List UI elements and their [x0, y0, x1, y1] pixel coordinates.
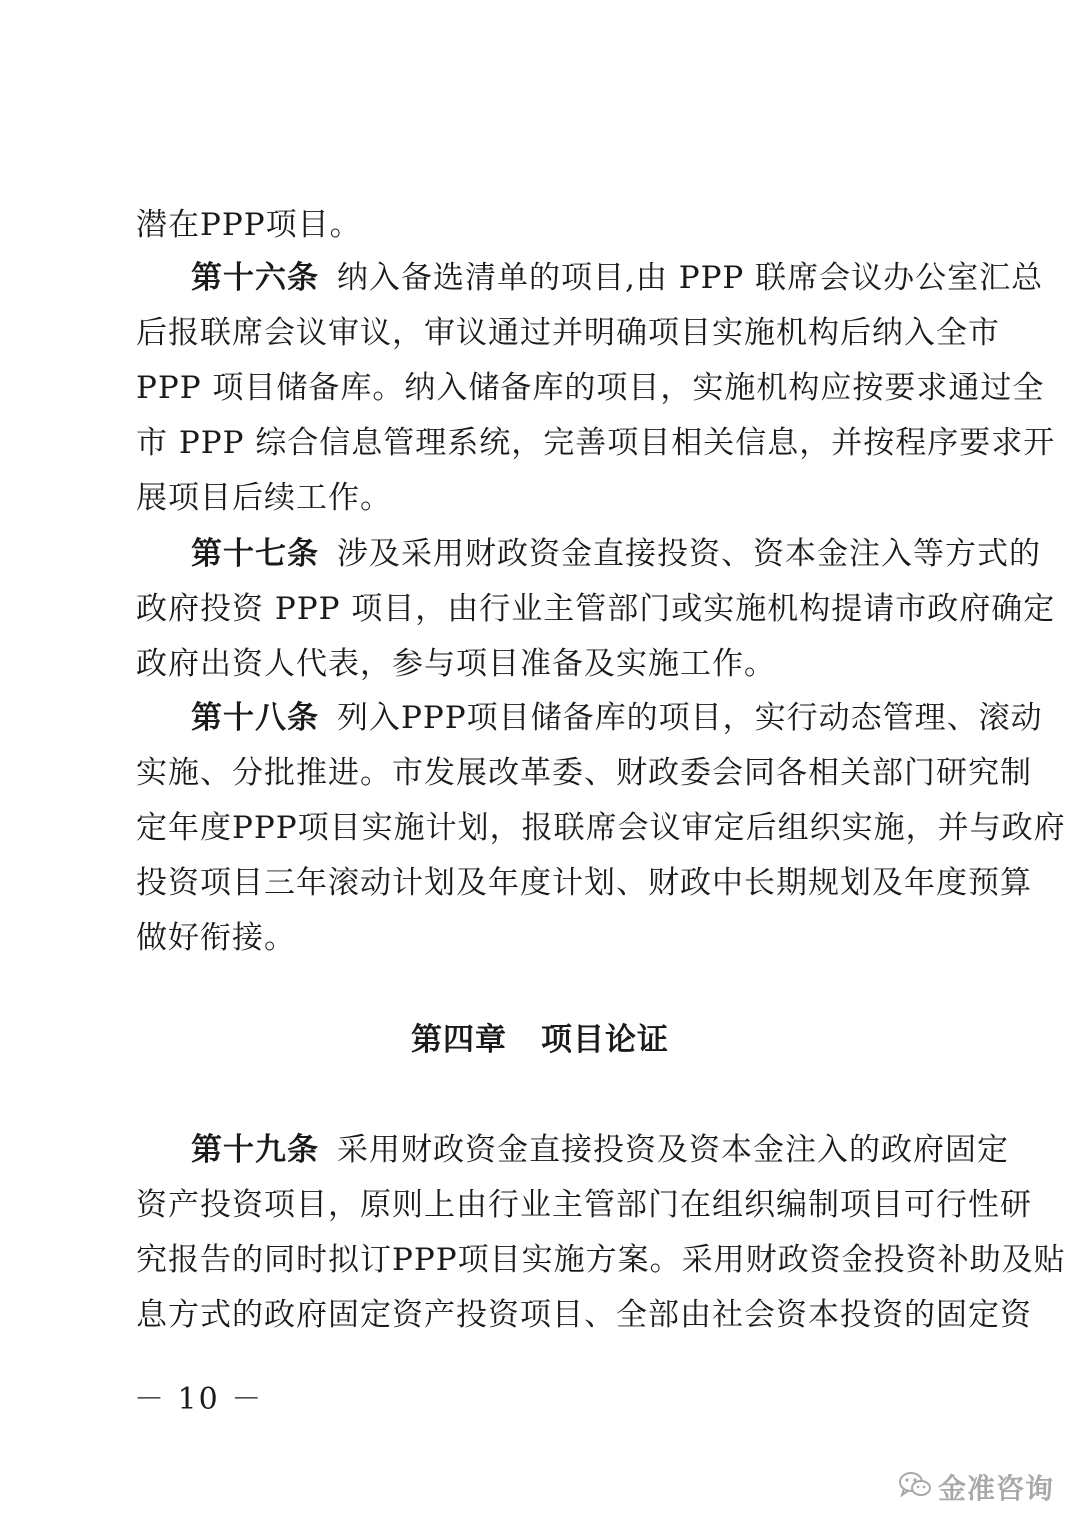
text-line: 政府出资人代表，参与项目准备及实施工作。 — [136, 646, 776, 682]
text-line: PPP 项目储备库。纳入储备库的项目，实施机构应按要求通过全 — [136, 370, 1045, 406]
article-label: 第十七条 — [191, 536, 319, 572]
article-19-line: 第十九条 采用财政资金直接投资及资本金注入的政府固定 — [191, 1132, 1009, 1168]
chapter-number: 第四章 — [411, 1022, 507, 1058]
text-line: 定年度PPP项目实施计划，报联席会议审定后组织实施，并与政府 — [136, 810, 1066, 846]
text-line: 潜在PPP项目。 — [136, 207, 362, 243]
text-line: 政府投资 PPP 项目，由行业主管部门或实施机构提请市政府确定 — [136, 591, 1056, 627]
article-label: 第十六条 — [191, 260, 319, 296]
watermark — [898, 1462, 1054, 1512]
text-line: 展项目后续工作。 — [136, 480, 392, 516]
chapter-title: 项目论证 — [541, 1022, 669, 1058]
article-17-line: 第十七条 涉及采用财政资金直接投资、资本金注入等方式的 — [191, 536, 1041, 572]
text-line: 资产投资项目，原则上由行业主管部门在组织编制项目可行性研 — [136, 1187, 1032, 1223]
text-line: 投资项目三年滚动计划及年度计划、财政中长期规划及年度预算 — [136, 865, 1032, 901]
watermark-text: 金准咨询 — [938, 1472, 1055, 1505]
text-line: 息方式的政府固定资产投资项目、全部由社会资本投资的固定资 — [136, 1297, 1032, 1333]
text-line: 究报告的同时拟订PPP项目实施方案。采用财政资金投资补助及贴 — [136, 1242, 1066, 1278]
wechat-icon — [898, 1470, 932, 1504]
text-line: 后报联席会议审议，审议通过并明确项目实施机构后纳入全市 — [136, 315, 1000, 351]
article-label: 第十九条 — [191, 1132, 319, 1168]
chapter-heading — [0, 1020, 1080, 1060]
text-line: 做好衔接。 — [136, 920, 296, 956]
page-number: － 10 － — [134, 1382, 264, 1417]
text-line: 市 PPP 综合信息管理系统，完善项目相关信息，并按程序要求开 — [136, 425, 1056, 461]
article-18-line: 第十八条 列入PPP项目储备库的项目，实行动态管理、滚动 — [191, 700, 1043, 736]
text-line: 实施、分批推进。市发展改革委、财政委会同各相关部门研究制 — [136, 755, 1032, 791]
article-16-line: 第十六条 纳入备选清单的项目,由 PPP 联席会议办公室汇总 — [191, 260, 1044, 296]
article-label: 第十八条 — [191, 700, 319, 736]
